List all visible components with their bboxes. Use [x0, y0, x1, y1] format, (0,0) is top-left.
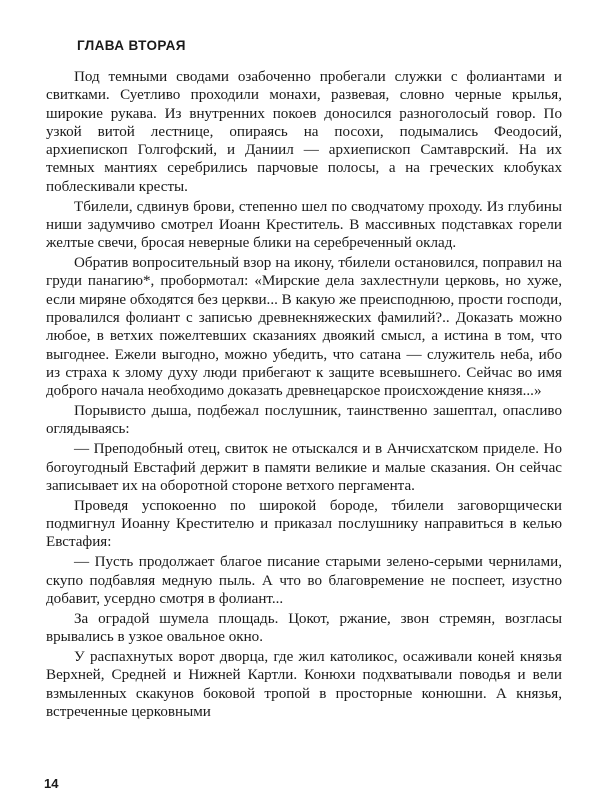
- paragraph: Проведя успокоенно по широкой бороде, тбилели заговорщически подмигнул Иоанну Крестителю и приказал послушнику направиться в келью Евстафия:: [46, 497, 562, 551]
- paragraph: Тбилели, сдвинув брови, степенно шел по сводчатому проходу. Из глубины ниши задумчиво смотрел Иоанн Креститель. В массивных подставках горели желтые свечи, бросая неверные блики на серебреченный оклад.: [46, 198, 562, 252]
- paragraph: У распахнутых ворот дворца, где жил католикос, осаживали коней князья Верхней, Средней и Нижней Картли. Конюхи подхватывали поводья и вели взмыленных скакунов боковой тропой в просторные конюшни. А князья, встреченные церковными: [46, 648, 562, 720]
- chapter-heading: ГЛАВА ВТОРАЯ: [77, 38, 186, 53]
- body-text: [46, 68, 562, 723]
- paragraph: Порывисто дыша, подбежал послушник, таинственно зашептал, опасливо оглядываясь:: [46, 403, 562, 438]
- page-number: 14: [44, 776, 59, 791]
- paragraph: — Пусть продолжает благое писание старыми зелено-серыми чернилами, скупо подбавляя медную пыль. А что во благовремение не поспеет, изустно добавит, усердно смотря в фолиант...: [46, 554, 562, 607]
- paragraph: — Преподобный отец, свиток не отыскался и в Анчисхатском приделе. Но богоугодный Евстафий держит в памяти великие и малые сказания. Он сейчас записывает их на оборотной стороне ветхого пергамента.: [46, 441, 562, 494]
- paragraph: Обратив вопросительный взор на икону, тбилели остановился, поправил на груди панагию*, пробормотал: «Мирские дела захлестнули церковь, но хуже, если миряне обходятся без церкви... В какую же преисподнюю, прости господи, провалился фолиант с записью древнекняжеских фамилий?.. Доказать можно любое, в ветхих пожелтевших сказаниях двоякий смысл, а истина в том, что выгоднее. Ежели выгодно, можно убедить, что сатана — служитель неба, ибо из страха к злому духу люди прибегают к защите всевышнего. Сейчас во имя доброго начала необходимо доказать древнецарское происхождение князя...»: [46, 255, 562, 400]
- paragraph: Под темными сводами озабоченно пробегали служки с фолиантами и свитками. Суетливо проходили монахи, развевая, словно черные крылья, широкие рукава. Из внутренних покоев доносился разноголосый говор. По узкой витой лестнице, опираясь на посохи, подымались Феодосий, архиепископ Голгофский, и Даниил — архиепископ Самтаврский. На их темных мантиях серебрились парчовые полосы, а на греческих клобуках поблескивали кресты.: [46, 69, 562, 195]
- paragraph: За оградой шумела площадь. Цокот, ржание, звон стремян, возгласы врывались в узкое овальное окно.: [46, 610, 562, 646]
